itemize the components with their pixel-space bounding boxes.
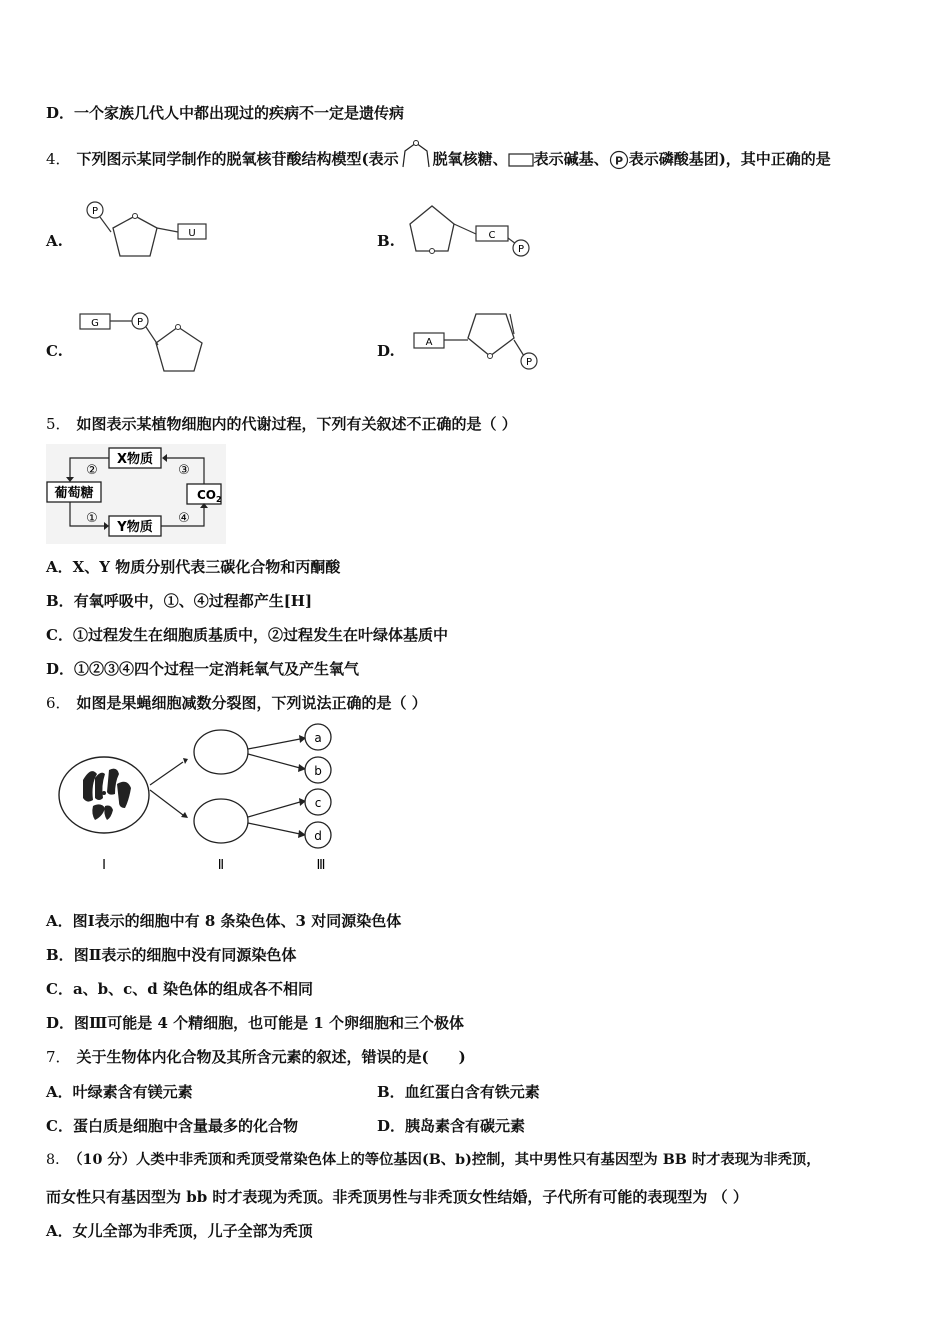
q4-stem-part: 表示碱基、 [533,150,609,168]
cell-c-label: c [314,796,322,810]
svg-text:P: P [136,317,144,328]
q4-option-a-label: A. [46,232,63,250]
q8-option-a: A．女儿全部为非秃顶，儿子全部为秃顶 [46,1222,313,1240]
q7-stem [46,1047,466,1067]
q7-option-c: C．蛋白质是细胞中含量最多的化合物 [46,1117,298,1135]
q7-option-d: D．胰岛素含有碳元素 [377,1117,526,1135]
q8-stem-line2 [46,1187,748,1207]
q6-option-b: B．图Ⅱ表示的细胞中没有同源染色体 [46,946,297,964]
q4-stem-part: 表示磷酸基团)，其中正确的是 [628,150,831,168]
q7-option-a: A．叶绿素含有镁元素 [46,1083,193,1101]
q5-option-a: A．X、Y 物质分别代表三碳化合物和丙酮酸 [46,558,341,576]
q4-stem-part: 脱氧核糖、 [432,150,508,168]
q6-option-c: C．a、b、c、d 染色体的组成各不相同 [46,980,314,998]
step-3-label: ③ [178,463,190,478]
x-substance-label: X物质 [116,452,154,467]
option-text: 一个家族几代人中都出现过的疾病不一定是遗传病 [74,104,405,122]
q4-option-c-label: C. [46,342,63,360]
co2-label: $CO_2$ [197,488,222,504]
deoxyribose-symbol-icon [399,139,433,173]
svg-text:A: A [425,337,433,348]
svg-text:C: C [488,230,496,241]
prev-option-d [46,103,404,123]
q5-option-c: C．①过程发生在细胞质基质中，②过程发生在叶绿体基质中 [46,626,448,644]
q4-option-d-figure [412,300,552,380]
base-box-icon [508,153,534,167]
svg-text:G: G [91,318,99,329]
svg-text:P: P [91,206,99,217]
cell-b-label: b [314,764,322,778]
question-number: 5． [46,415,71,433]
stage-2-label: Ⅱ [217,858,225,873]
step-4-label: ④ [178,511,190,526]
stage-1-label: Ⅰ [102,858,106,873]
q5-stem-text: 如图表示某植物细胞内的代谢过程，下列有关叙述不正确的是（ ） [76,415,517,433]
cell-d-label: d [314,829,322,843]
q7-option-b: B．血红蛋白含有铁元素 [377,1083,540,1101]
q5-metabolism-diagram [46,444,226,544]
q8-stem-text: 而女性只有基因型为 bb 时才表现为秃顶。非秃顶男性与非秃顶女性结婚，子代所有可能的表现型为 （ ） [46,1188,748,1206]
q5-stem [46,414,517,434]
q8-stem-text: （10 分）人类中非秃顶和秃顶受常染色体上的等位基因(B、b)控制，其中男性只有基因型为 BB 时才表现为非秃顶， [75,1152,821,1168]
q6-meiosis-diagram [55,722,355,877]
q4-option-d-label: D. [377,342,395,360]
q6-stem-text: 如图是果蝇细胞减数分裂图，下列说法正确的是（ ） [76,694,427,712]
q4-stem [46,149,831,170]
q4-stem-part: 下列图示某同学制作的脱氧核苷酸结构模型(表示 [76,150,399,168]
question-number: 8． [46,1152,70,1168]
glucose-label: 葡萄糖 [54,486,94,501]
question-number: 7． [46,1048,71,1066]
svg-text:P: P [517,244,525,255]
cell-a-label: a [314,731,322,745]
step-2-label: ② [86,463,98,478]
q4-option-b-label: B. [377,232,395,250]
svg-text:U: U [188,228,196,239]
q6-stem [46,693,427,713]
question-number: 4． [46,150,71,168]
q6-option-d: D．图Ⅲ可能是 4 个精细胞，也可能是 1 个卵细胞和三个极体 [46,1014,465,1032]
y-substance-label: Y物质 [117,520,153,535]
q5-option-d: D．①②③④四个过程一定消耗氧气及产生氧气 [46,660,360,678]
q8-stem-line1 [46,1150,821,1170]
phosphate-circle-icon [609,150,629,170]
q4-option-a-figure [80,196,220,266]
question-number: 6． [46,694,71,712]
q5-option-b: B．有氧呼吸中，①、④过程都产生[H] [46,592,313,610]
option-label: D． [46,104,75,122]
svg-text:P: P [525,357,533,368]
q4-option-c-figure [78,305,218,380]
svg-text:P: P [614,154,623,168]
q4-option-b-figure [400,196,540,266]
step-1-label: ① [86,511,98,526]
q7-stem-text: 关于生物体内化合物及其所含元素的叙述，错误的是( ) [76,1048,466,1066]
q6-option-a: A．图Ⅰ表示的细胞中有 8 条染色体、3 对同源染色体 [46,912,402,930]
stage-3-label: Ⅲ [316,858,326,873]
